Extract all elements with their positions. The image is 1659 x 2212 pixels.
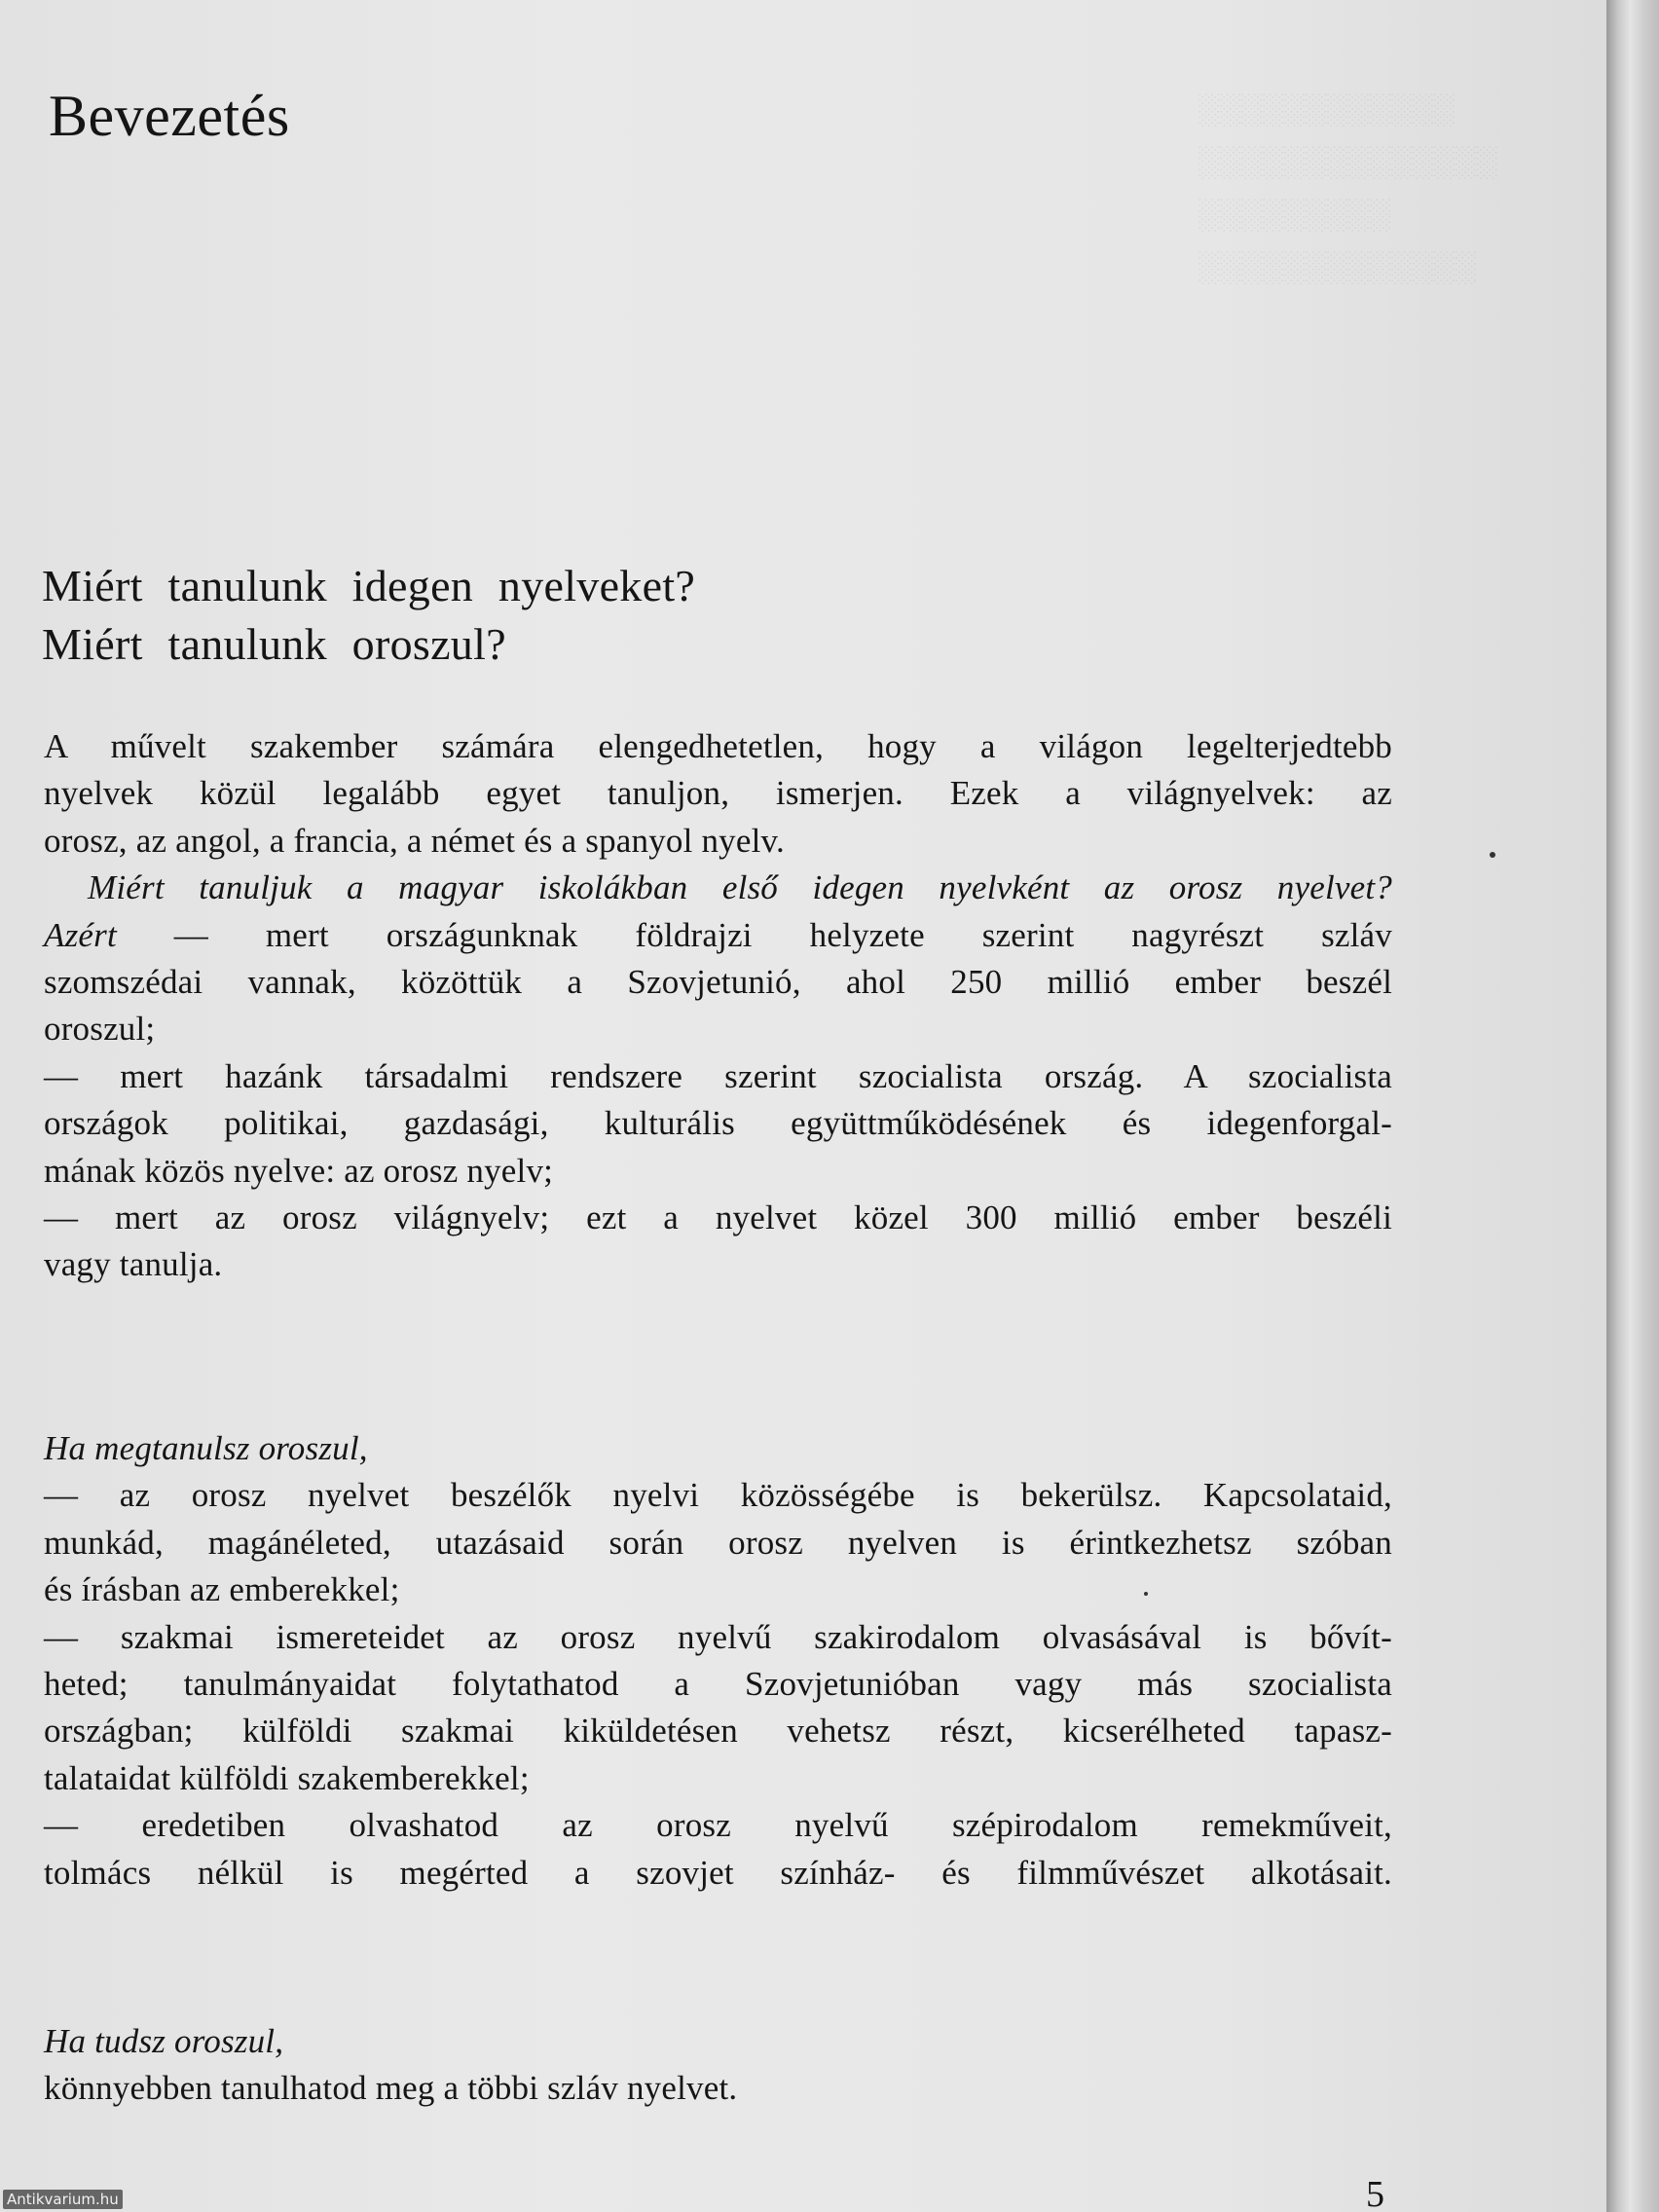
ink-speck [1144,1592,1148,1596]
text-line: heted; tanulmányaidat folytathatod a Szovjetunióban vagy más szocialista [44,1665,1392,1704]
page-number: 5 [1366,2174,1384,2212]
italic-heading-line: Ha tudsz oroszul, [44,2022,284,2060]
watermark: Antikvarium.hu [3,2190,123,2209]
text-line: orosz, az angol, a francia, a német és a spanyol nyelv. [44,821,785,860]
azert-rest: — mert országunknak földrajzi helyzete szerint nagyrészt szláv [116,915,1392,954]
italic-heading-line: Ha megtanulsz oroszul, [44,1429,368,1467]
page-edge-shadow [1606,0,1659,2212]
text-line: — eredetiben olvashatod az orosz nyelvű szépirodalom remekműveit, [44,1806,1392,1845]
text-line: talataidat külföldi szakemberekkel; [44,1758,530,1797]
section-heading-line-1: Miért tanulunk idegen nyelveket? [42,561,696,610]
azert-italic: Azért [44,915,117,954]
text-line: A művelt szakember számára elengedhetetlen, hogy a világon legelterjedtebb [44,727,1392,765]
text-line: munkád, magánéleted, utazásaid során orosz nyelven is érintkezhetsz szóban [44,1523,1392,1562]
paragraph-if-you-know [44,2018,1392,2113]
text-line: — az orosz nyelvet beszélők nyelvi közösségébe is bekerülsz. Kapcsolataid, [44,1476,1392,1515]
text-line: nyelvek közül legalább egyet tanuljon, ismerjen. Ezek a világnyelvek: az [44,774,1392,813]
text-line: és írásban az emberekkel; [44,1570,400,1609]
ink-speck [1490,852,1495,858]
text-line: — szakmai ismereteidet az orosz nyelvű szakirodalom olvasásával is bővít- [44,1617,1392,1656]
text-line: — mert az orosz világnyelv; ezt a nyelvet közel 300 millió ember beszéli [44,1198,1392,1237]
italic-question-line: Miért tanuljuk a magyar iskolákban első idegen nyelvként az orosz nyelvet? [88,868,1392,907]
page-title: Bevezetés [49,84,290,148]
text-line: mának közös nyelve: az orosz nyelv; [44,1151,554,1190]
text-line: vagy tanulja. [44,1245,223,1284]
text-line: tolmács nélkül is megérted a szovjet színház- és filmművészet alkotásait. [44,1853,1392,1892]
text-line: oroszul; [44,1010,156,1049]
paragraph-intro [44,723,1392,1289]
text-line: országok politikai, gazdasági, kulturális együttműködésének és idegenforgal- [44,1104,1392,1143]
section-heading-line-2: Miért tanulunk oroszul? [42,619,506,669]
text-line: — mert hazánk társadalmi rendszere szerint szocialista ország. A szocialista [44,1056,1392,1095]
bleed-through-texture: ░░░░░░░░░░░░ ░░░░░░░░░░░░░░ ░░░░░░░░░ ░░░░░░░░░░░░░ [1198,92,1497,283]
text-line: országban; külföldi szakmai kiküldetésen vehetsz részt, kicserélheted tapasz- [44,1712,1392,1751]
text-line: könnyebben tanulhatod meg a többi szláv nyelvet. [44,2069,738,2108]
text-line-azert [44,912,1392,959]
paragraph-if-you-learn [44,1425,1392,1897]
text-line: szomszédai vannak, közöttük a Szovjetunió, ahol 250 millió ember beszél [44,963,1392,1002]
